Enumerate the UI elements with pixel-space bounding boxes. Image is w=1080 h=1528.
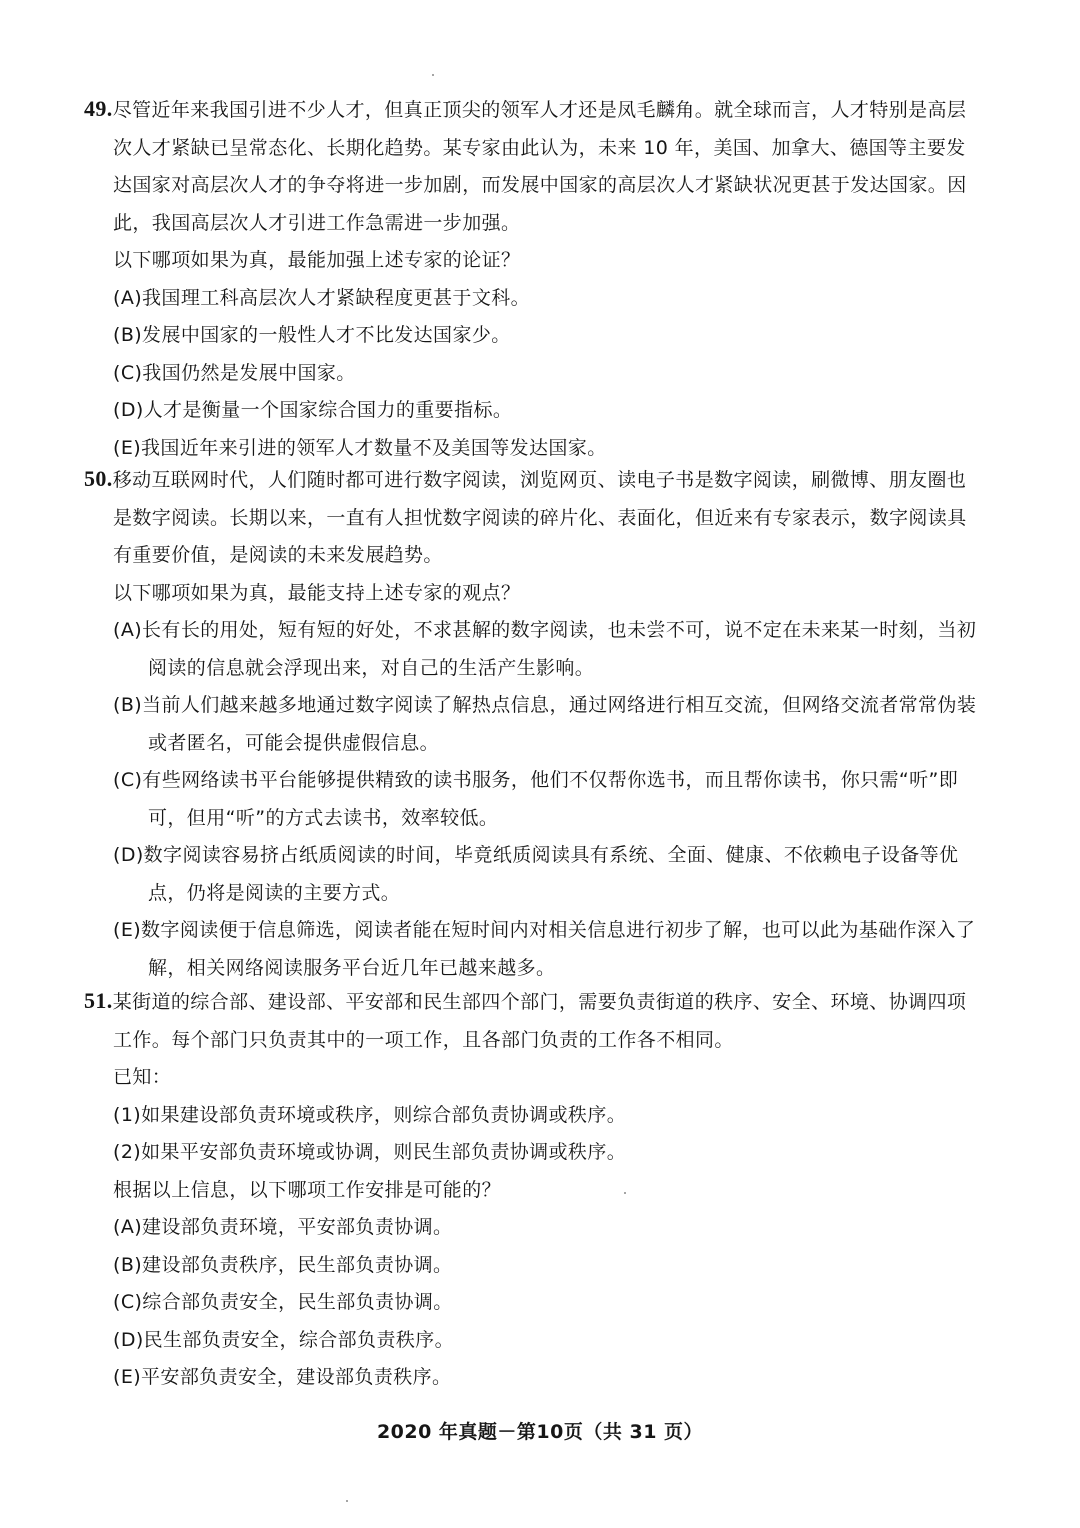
question-number: 51. bbox=[84, 988, 113, 1013]
question-text: 某街道的综合部、建设部、平安部和民生部四个部门，需要负责街道的秩序、安全、环境、协调四项工作。每个部门只负责其中的一项工作，且各部门负责的工作各不相同。 bbox=[112, 991, 967, 1051]
scan-speck bbox=[432, 74, 434, 76]
option-c: (C)综合部负责安全，民生部负责协调。 bbox=[113, 1291, 453, 1313]
condition-2: (2)如果平安部负责环境或协调，则民生部负责协调或秩序。 bbox=[113, 1141, 627, 1163]
option-e: (E)数字阅读便于信息筛选，阅读者能在短时间内对相关信息进行初步了解，也可以此为基础作深入了解，相关网络阅读服务平台近几年已越来越多。 bbox=[113, 919, 976, 979]
option-d: (D)民生部负责安全，综合部负责秩序。 bbox=[113, 1328, 455, 1351]
option-a: (A)长有长的用处，短有短的好处，不求甚解的数字阅读，也未尝不可，说不定在未来某一时刻，当初阅读的信息就会浮现出来，对自己的生活产生影响。 bbox=[113, 619, 977, 679]
scan-speck bbox=[346, 1500, 348, 1502]
question-stem bbox=[84, 90, 984, 242]
given-label: 已知： bbox=[113, 1066, 172, 1088]
question-stem bbox=[84, 982, 984, 1059]
question-50 bbox=[84, 460, 984, 987]
question-49 bbox=[84, 90, 984, 467]
option-d: (D)人才是衡量一个国家综合国力的重要指标。 bbox=[113, 399, 513, 421]
option-b: (B)当前人们越来越多地通过数字阅读了解热点信息，通过网络进行相互交流，但网络交流者常常伪装或者匿名，可能会提供虚假信息。 bbox=[113, 694, 977, 754]
option-e: (E)平安部负责安全，建设部负责秩序。 bbox=[113, 1366, 452, 1388]
option-c: (C)我国仍然是发展中国家。 bbox=[113, 361, 356, 384]
page-footer: 2020 年真题－第10页（共 31 页） bbox=[376, 1421, 704, 1443]
option-b: (B)建设部负责秩序，民生部负责协调。 bbox=[113, 1253, 453, 1276]
option-a: (A)我国理工科高层次人才紧缺程度更甚于文科。 bbox=[113, 286, 531, 309]
option-c: (C)有些网络读书平台能够提供精致的读书服务，他们不仅帮你选书，而且帮你读书，你只需“听”即可，但用“听”的方式去读书，效率较低。 bbox=[113, 769, 959, 829]
question-prompt: 根据以上信息，以下哪项工作安排是可能的？ bbox=[113, 1178, 502, 1201]
question-stem bbox=[84, 460, 984, 575]
question-number: 49. bbox=[84, 96, 113, 121]
option-a: (A)建设部负责环境，平安部负责协调。 bbox=[113, 1216, 453, 1238]
option-b: (B)发展中国家的一般性人才不比发达国家少。 bbox=[113, 324, 511, 346]
question-prompt: 以下哪项如果为真，最能加强上述专家的论证？ bbox=[113, 249, 521, 271]
option-d: (D)数字阅读容易挤占纸质阅读的时间，毕竟纸质阅读具有系统、全面、健康、不依赖电子设备等优点，仍将是阅读的主要方式。 bbox=[113, 844, 959, 904]
question-51 bbox=[84, 982, 984, 1397]
condition-1: (1)如果建设部负责环境或秩序，则综合部负责协调或秩序。 bbox=[113, 1103, 627, 1126]
question-prompt: 以下哪项如果为真，最能支持上述专家的观点？ bbox=[113, 581, 521, 604]
question-number: 50. bbox=[84, 466, 113, 491]
question-text: 尽管近年来我国引进不少人才，但真正顶尖的领军人才还是凤毛麟角。就全球而言，人才特别是高层次人才紧缺已呈常态化、长期化趋势。某专家由此认为，未来 10 年，美国、加拿大、德国等主要发达国家对高层次人才的争夺将进一步加剧，而发展中国家的高层次人才紧缺状况更甚于发达国家。因此，我国高层次人才引进工作急需进一步加强。 bbox=[112, 99, 967, 234]
option-e: (E)我国近年来引进的领军人才数量不及美国等发达国家。 bbox=[113, 436, 607, 459]
question-text: 移动互联网时代，人们随时都可进行数字阅读，浏览网页、读电子书是数字阅读，刷微博、朋友圈也是数字阅读。长期以来，一直有人担忧数字阅读的碎片化、表面化，但近来有专家表示，数字阅读具有重要价值，是阅读的未来发展趋势。 bbox=[112, 469, 967, 566]
